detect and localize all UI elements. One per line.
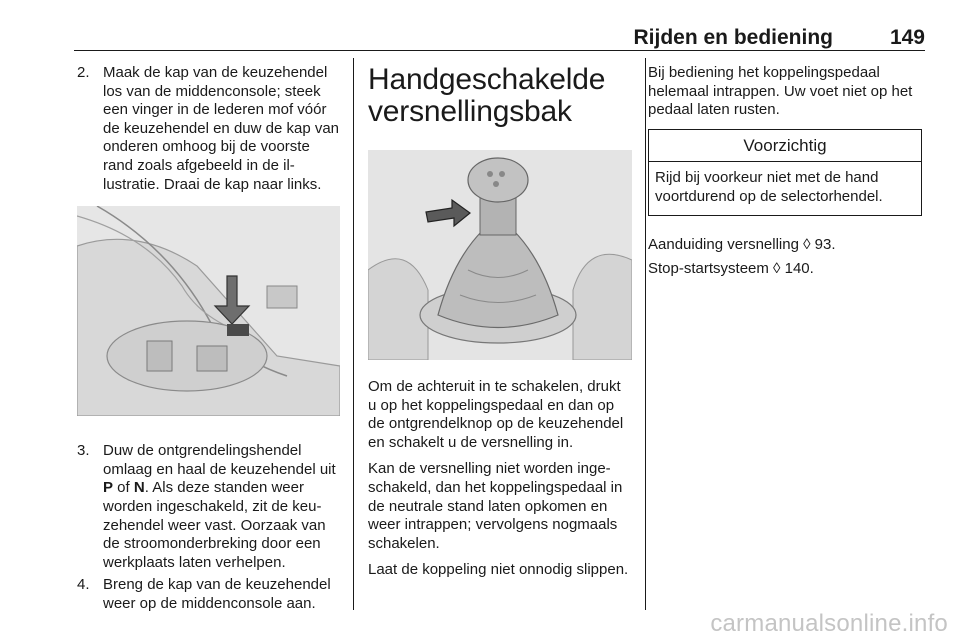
column-right: [648, 64, 924, 287]
paragraph: Laat de koppeling niet onnodig slippen.: [368, 561, 629, 579]
caution-text: Rijd bij voorkeur niet met de hand voortdurend op de selectorhendel.: [655, 169, 883, 205]
step-number: 3.: [77, 442, 90, 460]
step-number: 4.: [77, 576, 90, 594]
step-number: 2.: [77, 64, 90, 81]
step-text: Breng de kap van de keuzehendel weer op de middenconsole aan.: [103, 576, 331, 612]
caution-title: Voorzichtig: [649, 130, 921, 163]
watermark: carmanualsonline.info: [710, 610, 948, 637]
section-title: Rijden en bediening: [633, 26, 833, 49]
console-cover-drawing: [77, 206, 340, 416]
gear-position-p: P: [103, 479, 114, 497]
console-cover-illustration: [77, 206, 340, 416]
caution-box: [648, 129, 922, 216]
step-4: [77, 576, 340, 613]
page-header: [74, 26, 925, 51]
cross-reference: Aanduiding versnelling ◊ 93.: [648, 235, 836, 253]
gear-lever-drawing: [368, 150, 632, 360]
gear-lever-illustration: [368, 150, 632, 360]
paragraph: Kan de versnelling niet worden ingeschakeld, dan het koppelingspedaal in de neutrale stand laten opkomen en weer intrappen; vervolgens nogmaals schakelen.: [368, 460, 623, 552]
column-divider: [353, 58, 354, 610]
section-heading: Handgeschakelde versnellingsbak: [368, 63, 606, 128]
gear-position-n: N: [133, 479, 145, 497]
column-left: [77, 64, 340, 614]
step-text: Duw de ontgrendelingshendel omlaag en haal de keuzehendel uit P of N. Als deze standen weer worden ingeschakeld, zit de keuzehendel weer vast. Oorzaak van de stroomonderbreking door een werkplaats laten verhelpen.: [103, 442, 336, 571]
column-divider: [645, 58, 646, 610]
step-2: [77, 64, 340, 194]
paragraph: Bij bediening het koppelingspedaal helemaal intrappen. Uw voet niet op het pedaal laten rusten.: [648, 64, 913, 119]
column-middle: [368, 64, 632, 588]
cross-reference: Stop-startsysteem ◊ 140.: [648, 260, 814, 278]
step-text: Maak de kap van de keuzehendel los van de middenconsole; steek een vinger in de lederen mof vóór de keuzehendel en duw de kap van onderen omhoog bij de voorste rand zoals afgebeeld in de illustratie. Draai de kap naar links.: [103, 64, 340, 193]
page-number: 149: [889, 26, 925, 49]
step-3: [77, 442, 340, 572]
paragraph: Om de achteruit in te schakelen, drukt u op het koppelingspedaal en dan op de ontgrendelknop op de keuzehendel en schakelt u de versnelling in.: [368, 378, 624, 451]
